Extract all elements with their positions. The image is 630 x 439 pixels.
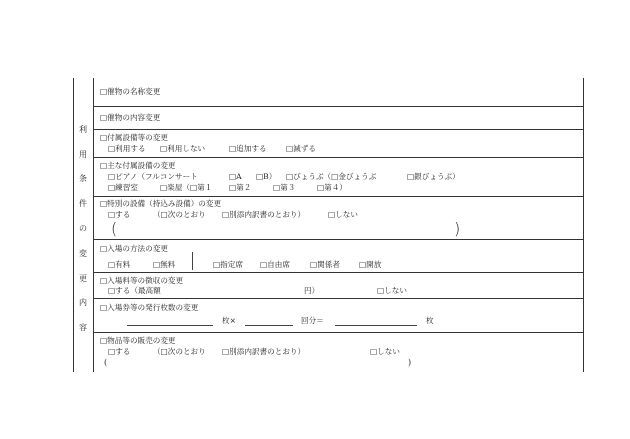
side-label-char: 用: [79, 150, 87, 159]
side-label-char: 条: [79, 174, 87, 183]
admission-free-checkbox[interactable]: □無料: [153, 260, 176, 269]
special-equipment-as-follows-checkbox[interactable]: （□次のとおり: [153, 210, 206, 219]
admission-method-change-checkbox[interactable]: □入場の方法の変更: [100, 244, 168, 253]
goods-sale-yes-checkbox[interactable]: □する: [108, 347, 131, 356]
row-divider: [93, 298, 584, 299]
side-label-char: 容: [79, 323, 87, 332]
table-right-border: [583, 78, 584, 372]
practice-room-checkbox[interactable]: □練習室: [108, 183, 138, 192]
event-name-change-checkbox[interactable]: □催物の名称変更: [100, 87, 161, 96]
show-count-field[interactable]: [245, 325, 293, 326]
goods-sale-no-checkbox[interactable]: □しない: [370, 347, 400, 356]
special-equipment-details-open-paren: (: [111, 219, 118, 238]
equipment-change-checkbox[interactable]: □付属設備等の変更: [100, 133, 168, 142]
admission-paid-checkbox[interactable]: □有料: [108, 260, 131, 269]
label-column-divider: [93, 78, 94, 372]
dressing-room-3-checkbox[interactable]: □第３: [273, 183, 296, 192]
equipment-not-use-checkbox[interactable]: □利用しない: [160, 144, 206, 153]
row-divider: [93, 332, 584, 333]
side-label-char: 件: [79, 199, 87, 208]
equipment-use-checkbox[interactable]: □利用する: [108, 144, 146, 153]
byobu-gold-checkbox[interactable]: □びょうぶ（□金びょうぶ: [286, 172, 377, 181]
side-label-char: の: [79, 224, 87, 233]
row-divider: [93, 129, 584, 130]
show-unit-equals: 回分＝: [301, 316, 324, 325]
equipment-add-checkbox[interactable]: □追加する: [229, 144, 267, 153]
fee-collection-yes-checkbox[interactable]: □する（最高額: [108, 286, 161, 295]
open-checkbox[interactable]: □開放: [359, 260, 382, 269]
goods-sale-as-follows-checkbox[interactable]: （□次のとおり: [153, 347, 206, 356]
byobu-silver-checkbox[interactable]: □銀びょうぶ）: [407, 172, 460, 181]
piano-a-checkbox[interactable]: □A: [229, 172, 242, 181]
row-divider: [93, 272, 584, 273]
side-label-char: 変: [79, 249, 87, 258]
main-equipment-change-checkbox[interactable]: □主な付属設備の変更: [100, 161, 176, 170]
tickets-per-show-field[interactable]: [127, 325, 213, 326]
total-tickets-field[interactable]: [335, 325, 417, 326]
fee-collection-no-checkbox[interactable]: □しない: [377, 286, 407, 295]
ticket-unit-times: 枚×: [222, 316, 236, 325]
goods-sale-change-checkbox[interactable]: □物品等の販売の変更: [100, 336, 176, 345]
admission-divider: [192, 252, 193, 270]
side-label-char: 利: [79, 125, 87, 134]
fee-collection-change-checkbox[interactable]: □入場料等の徴収の変更: [100, 276, 184, 285]
piano-full-concert-checkbox[interactable]: □ピアノ（フルコンサート: [108, 172, 198, 181]
event-content-change-checkbox[interactable]: □催物の内容変更: [100, 113, 161, 122]
special-equipment-attached-checkbox[interactable]: □別添内訳書のとおり）: [222, 210, 306, 219]
change-form-table: [73, 78, 584, 372]
ticket-count-change-checkbox[interactable]: □入場券等の発行枚数の変更: [100, 303, 199, 312]
side-label-char: 内: [79, 298, 87, 307]
related-persons-checkbox[interactable]: □関係者: [310, 260, 340, 269]
goods-sale-attached-checkbox[interactable]: □別添内訳書のとおり）: [222, 347, 306, 356]
dressing-room-4-checkbox[interactable]: □第４）: [317, 183, 347, 192]
goods-sale-details-open-paren: (: [104, 358, 108, 367]
side-label-char: 更: [79, 274, 87, 283]
goods-sale-details-close-paren: ): [408, 358, 412, 367]
fee-max-unit: 円）: [304, 286, 320, 295]
piano-b-checkbox[interactable]: □B）: [256, 172, 277, 181]
total-ticket-unit: 枚: [426, 316, 434, 325]
dressing-room-2-checkbox[interactable]: □第２: [229, 183, 252, 192]
row-divider: [93, 239, 584, 240]
dressing-room-1-checkbox[interactable]: □楽屋（□第１: [160, 183, 213, 192]
special-equipment-yes-checkbox[interactable]: □する: [108, 210, 131, 219]
row-divider: [93, 196, 584, 197]
free-seat-checkbox[interactable]: □自由席: [260, 260, 290, 269]
special-equipment-no-checkbox[interactable]: □しない: [328, 210, 358, 219]
equipment-reduce-checkbox[interactable]: □減ずる: [286, 144, 316, 153]
row-divider: [93, 157, 584, 158]
special-equipment-change-checkbox[interactable]: □特別の設備（持込み設備）の変更: [100, 199, 222, 208]
special-equipment-details-close-paren: ): [454, 219, 461, 238]
reserved-seat-checkbox[interactable]: □指定席: [213, 260, 243, 269]
row-divider: [93, 106, 584, 107]
